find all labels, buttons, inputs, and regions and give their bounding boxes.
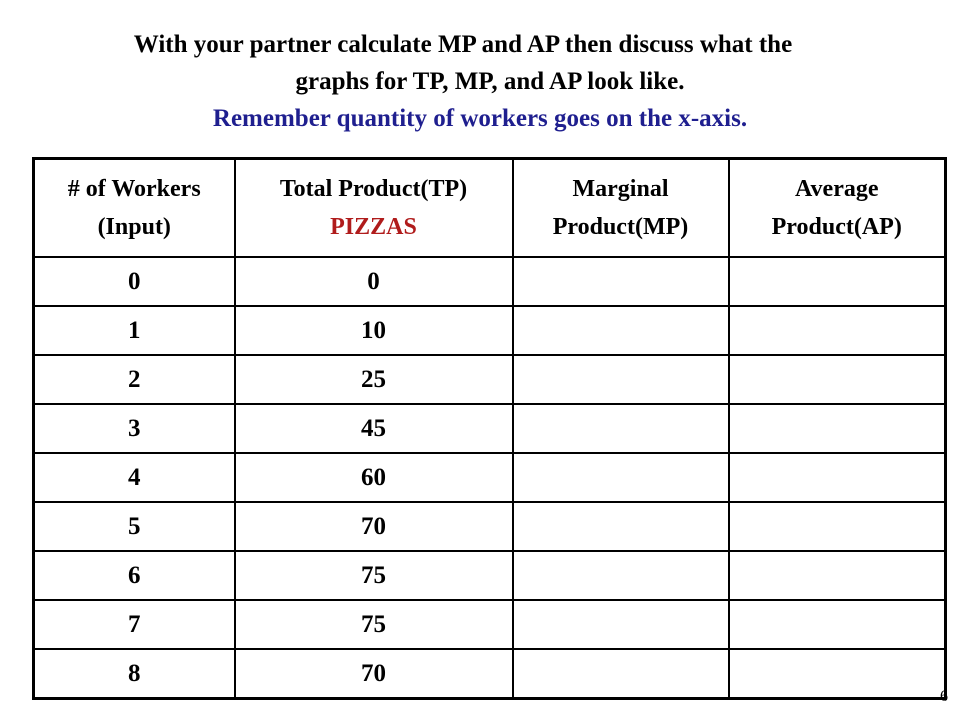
table-row xyxy=(34,649,946,699)
header-marginal-product xyxy=(513,159,729,258)
cell-total-product: 45 xyxy=(235,404,513,453)
cell-workers: 8 xyxy=(34,649,235,699)
cell-average-product xyxy=(729,404,946,453)
heading-line-1: With your partner calculate MP and AP then discuss what the xyxy=(133,31,793,58)
header-average-product xyxy=(729,159,946,258)
header-tp-line1: Total Product(TP) xyxy=(279,176,468,202)
cell-workers: 1 xyxy=(34,306,235,355)
header-ap-line2: Product(AP) xyxy=(771,214,902,240)
cell-total-product: 70 xyxy=(235,502,513,551)
header-ap-line1: Average xyxy=(794,176,879,202)
header-workers-line2: (Input) xyxy=(97,214,171,240)
header-total-product xyxy=(235,159,513,258)
cell-average-product xyxy=(729,600,946,649)
cell-workers: 0 xyxy=(34,257,235,306)
cell-average-product xyxy=(729,355,946,404)
cell-marginal-product xyxy=(513,551,729,600)
cell-average-product xyxy=(729,453,946,502)
cell-average-product xyxy=(729,257,946,306)
heading-line-3-reminder: Remember quantity of workers goes on the x-axis. xyxy=(212,105,748,132)
table-header-row xyxy=(34,159,946,258)
cell-marginal-product xyxy=(513,404,729,453)
cell-average-product xyxy=(729,502,946,551)
cell-total-product: 75 xyxy=(235,551,513,600)
cell-total-product: 75 xyxy=(235,600,513,649)
cell-workers: 3 xyxy=(34,404,235,453)
cell-marginal-product xyxy=(513,502,729,551)
cell-marginal-product xyxy=(513,453,729,502)
header-mp-line2: Product(MP) xyxy=(552,214,689,240)
cell-total-product: 60 xyxy=(235,453,513,502)
cell-marginal-product xyxy=(513,649,729,699)
header-tp-pizzas: PIZZAS xyxy=(330,214,417,240)
production-table xyxy=(32,157,947,700)
cell-average-product xyxy=(729,306,946,355)
cell-workers: 5 xyxy=(34,502,235,551)
cell-total-product: 70 xyxy=(235,649,513,699)
header-mp-line1: Marginal xyxy=(572,176,669,202)
cell-marginal-product xyxy=(513,257,729,306)
table-row xyxy=(34,453,946,502)
cell-workers: 6 xyxy=(34,551,235,600)
cell-marginal-product xyxy=(513,600,729,649)
cell-marginal-product xyxy=(513,355,729,404)
cell-average-product xyxy=(729,649,946,699)
table-row xyxy=(34,404,946,453)
table-row xyxy=(34,600,946,649)
header-workers xyxy=(34,159,235,258)
table-row xyxy=(34,355,946,404)
cell-total-product: 10 xyxy=(235,306,513,355)
page-number: 6 xyxy=(940,688,948,705)
cell-marginal-product xyxy=(513,306,729,355)
cell-workers: 2 xyxy=(34,355,235,404)
table-row xyxy=(34,502,946,551)
cell-total-product: 0 xyxy=(235,257,513,306)
header-workers-line1: # of Workers xyxy=(67,176,201,202)
table-row xyxy=(34,551,946,600)
heading-line-2: graphs for TP, MP, and AP look like. xyxy=(295,68,685,95)
cell-workers: 4 xyxy=(34,453,235,502)
table-row xyxy=(34,306,946,355)
cell-workers: 7 xyxy=(34,600,235,649)
slide-heading xyxy=(0,26,960,137)
table-row xyxy=(34,257,946,306)
cell-average-product xyxy=(729,551,946,600)
cell-total-product: 25 xyxy=(235,355,513,404)
